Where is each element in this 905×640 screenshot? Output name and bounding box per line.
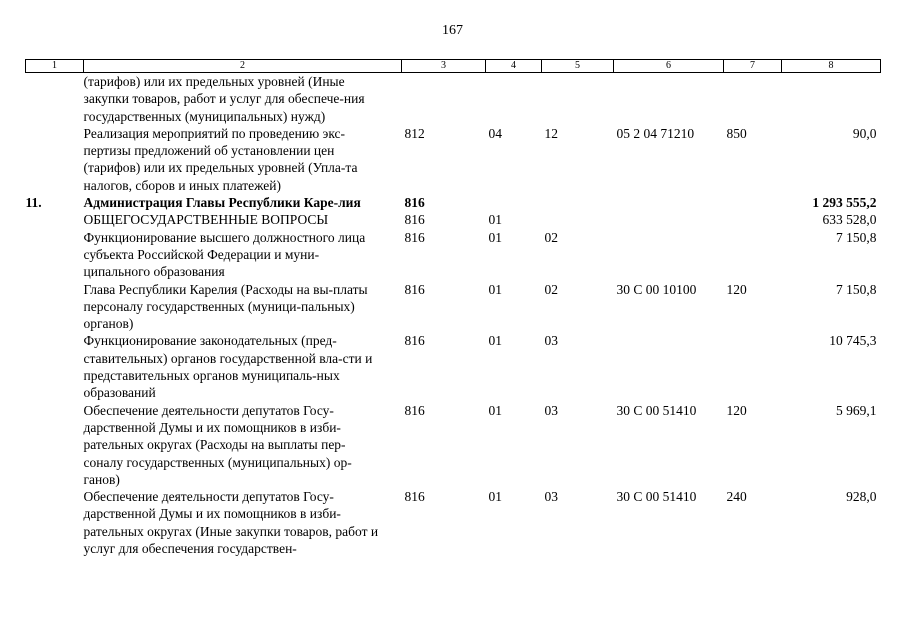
table-row	[26, 488, 881, 557]
table-body	[26, 73, 881, 558]
section-code: 01	[488, 489, 502, 505]
target-article: 30 С 00 51410	[616, 402, 697, 418]
target-article: 30 С 00 51410	[616, 489, 697, 505]
table-row	[26, 125, 881, 194]
subsection-code: 03	[544, 402, 558, 418]
expense-type: 240	[726, 489, 747, 505]
section-code	[486, 73, 542, 125]
section-code: 01	[488, 402, 502, 418]
column-header: 7	[724, 60, 782, 73]
subsection-code	[542, 194, 614, 211]
table-row	[26, 281, 881, 333]
subsection-code	[542, 211, 614, 228]
table-row	[26, 402, 881, 488]
column-header: 4	[486, 60, 542, 73]
expense-type: 120	[726, 402, 747, 418]
amount: 928,0	[846, 489, 877, 505]
table-row	[26, 211, 881, 228]
row-number	[26, 281, 84, 333]
row-name: Обеспечение деятельности депутатов Госу-дарственной Думы и их помощников в изби-рательных округах (Иные закупки товаров, работ и услуг для обеспечения государствен-	[83, 489, 379, 557]
row-number: 11.	[25, 195, 42, 211]
subsection-code: 02	[544, 229, 558, 245]
column-header: 8	[782, 60, 881, 73]
row-name: Функционирование высшего должностного лица субъекта Российской Федерации и муни-ципального образования	[83, 229, 366, 280]
expense-type: 850	[726, 125, 747, 141]
table-row	[26, 194, 881, 211]
section-code: 01	[488, 333, 502, 349]
row-name: Администрация Главы Республики Каре-лия	[83, 195, 361, 211]
row-number	[26, 402, 84, 488]
section-code: 01	[488, 229, 502, 245]
ministry-code: 816	[404, 281, 425, 297]
ministry-code: 816	[404, 333, 425, 349]
row-number	[26, 229, 84, 281]
row-number	[26, 211, 84, 228]
target-article: 05 2 04 71210	[616, 125, 695, 141]
row-name: (тарифов) или их предельных уровней (Иные закупки товаров, работ и услуг для обеспече-ния государственных (муниципальных) нужд)	[83, 74, 365, 124]
target-article	[614, 73, 724, 125]
amount	[782, 73, 881, 125]
column-header: 1	[26, 60, 84, 73]
target-article: 30 С 00 10100	[616, 281, 697, 297]
target-article	[614, 194, 724, 211]
ministry-code: 812	[404, 125, 425, 141]
row-name: ОБЩЕГОСУДАРСТВЕННЫЕ ВОПРОСЫ	[83, 212, 329, 228]
section-code: 01	[488, 212, 502, 228]
subsection-code	[542, 73, 614, 125]
amount: 10 745,3	[829, 333, 877, 349]
column-header: 6	[614, 60, 724, 73]
expense-type	[724, 194, 782, 211]
table-row	[26, 332, 881, 401]
subsection-code: 12	[544, 125, 558, 141]
row-number	[26, 488, 84, 557]
ministry-code: 816	[404, 229, 425, 245]
section-code: 01	[488, 281, 502, 297]
ministry-code: 816	[404, 212, 425, 228]
subsection-code: 02	[544, 281, 558, 297]
expense-type	[724, 73, 782, 125]
column-header: 5	[542, 60, 614, 73]
row-name: Глава Республики Карелия (Расходы на вы-платы персоналу государственных (муници-пальных) органов)	[83, 281, 368, 332]
row-number	[26, 125, 84, 194]
amount: 7 150,8	[836, 281, 877, 297]
column-header: 2	[84, 60, 402, 73]
column-header: 3	[402, 60, 486, 73]
expense-type	[724, 211, 782, 228]
expense-type: 120	[726, 281, 747, 297]
row-name: Реализация мероприятий по проведению экс-пертизы предложений об установлении цен (тарифов) или их предельных уровней (Упла-та налогов, сборов и иных платежей)	[83, 125, 358, 193]
table-row	[26, 73, 881, 125]
expense-type	[724, 229, 782, 281]
budget-table	[25, 59, 881, 557]
subsection-code: 03	[544, 489, 558, 505]
amount: 5 969,1	[836, 402, 877, 418]
amount: 1 293 555,2	[812, 195, 877, 211]
page-number: 167	[442, 23, 463, 38]
row-name: Обеспечение деятельности депутатов Госу-дарственной Думы и их помощников в изби-рательных округах (Расходы на выплаты пер-соналу государственных (муниципальных) ор-ганов)	[83, 402, 352, 487]
ministry-code: 816	[404, 402, 425, 418]
target-article	[614, 332, 724, 401]
ministry-code: 816	[404, 195, 425, 211]
expense-type	[724, 332, 782, 401]
amount: 633 528,0	[822, 212, 877, 228]
target-article	[614, 229, 724, 281]
row-number	[26, 332, 84, 401]
section-code: 04	[488, 125, 502, 141]
ministry-code: 816	[404, 489, 425, 505]
target-article	[614, 211, 724, 228]
table-row	[26, 229, 881, 281]
column-number-row	[26, 60, 881, 73]
row-number	[26, 73, 84, 125]
subsection-code: 03	[544, 333, 558, 349]
row-name: Функционирование законодательных (пред-ставительных) органов государственной вла-сти и представительных органов муниципаль-ных образований	[83, 333, 373, 401]
ministry-code	[402, 73, 486, 125]
amount: 7 150,8	[836, 229, 877, 245]
section-code	[486, 194, 542, 211]
amount: 90,0	[852, 125, 877, 141]
